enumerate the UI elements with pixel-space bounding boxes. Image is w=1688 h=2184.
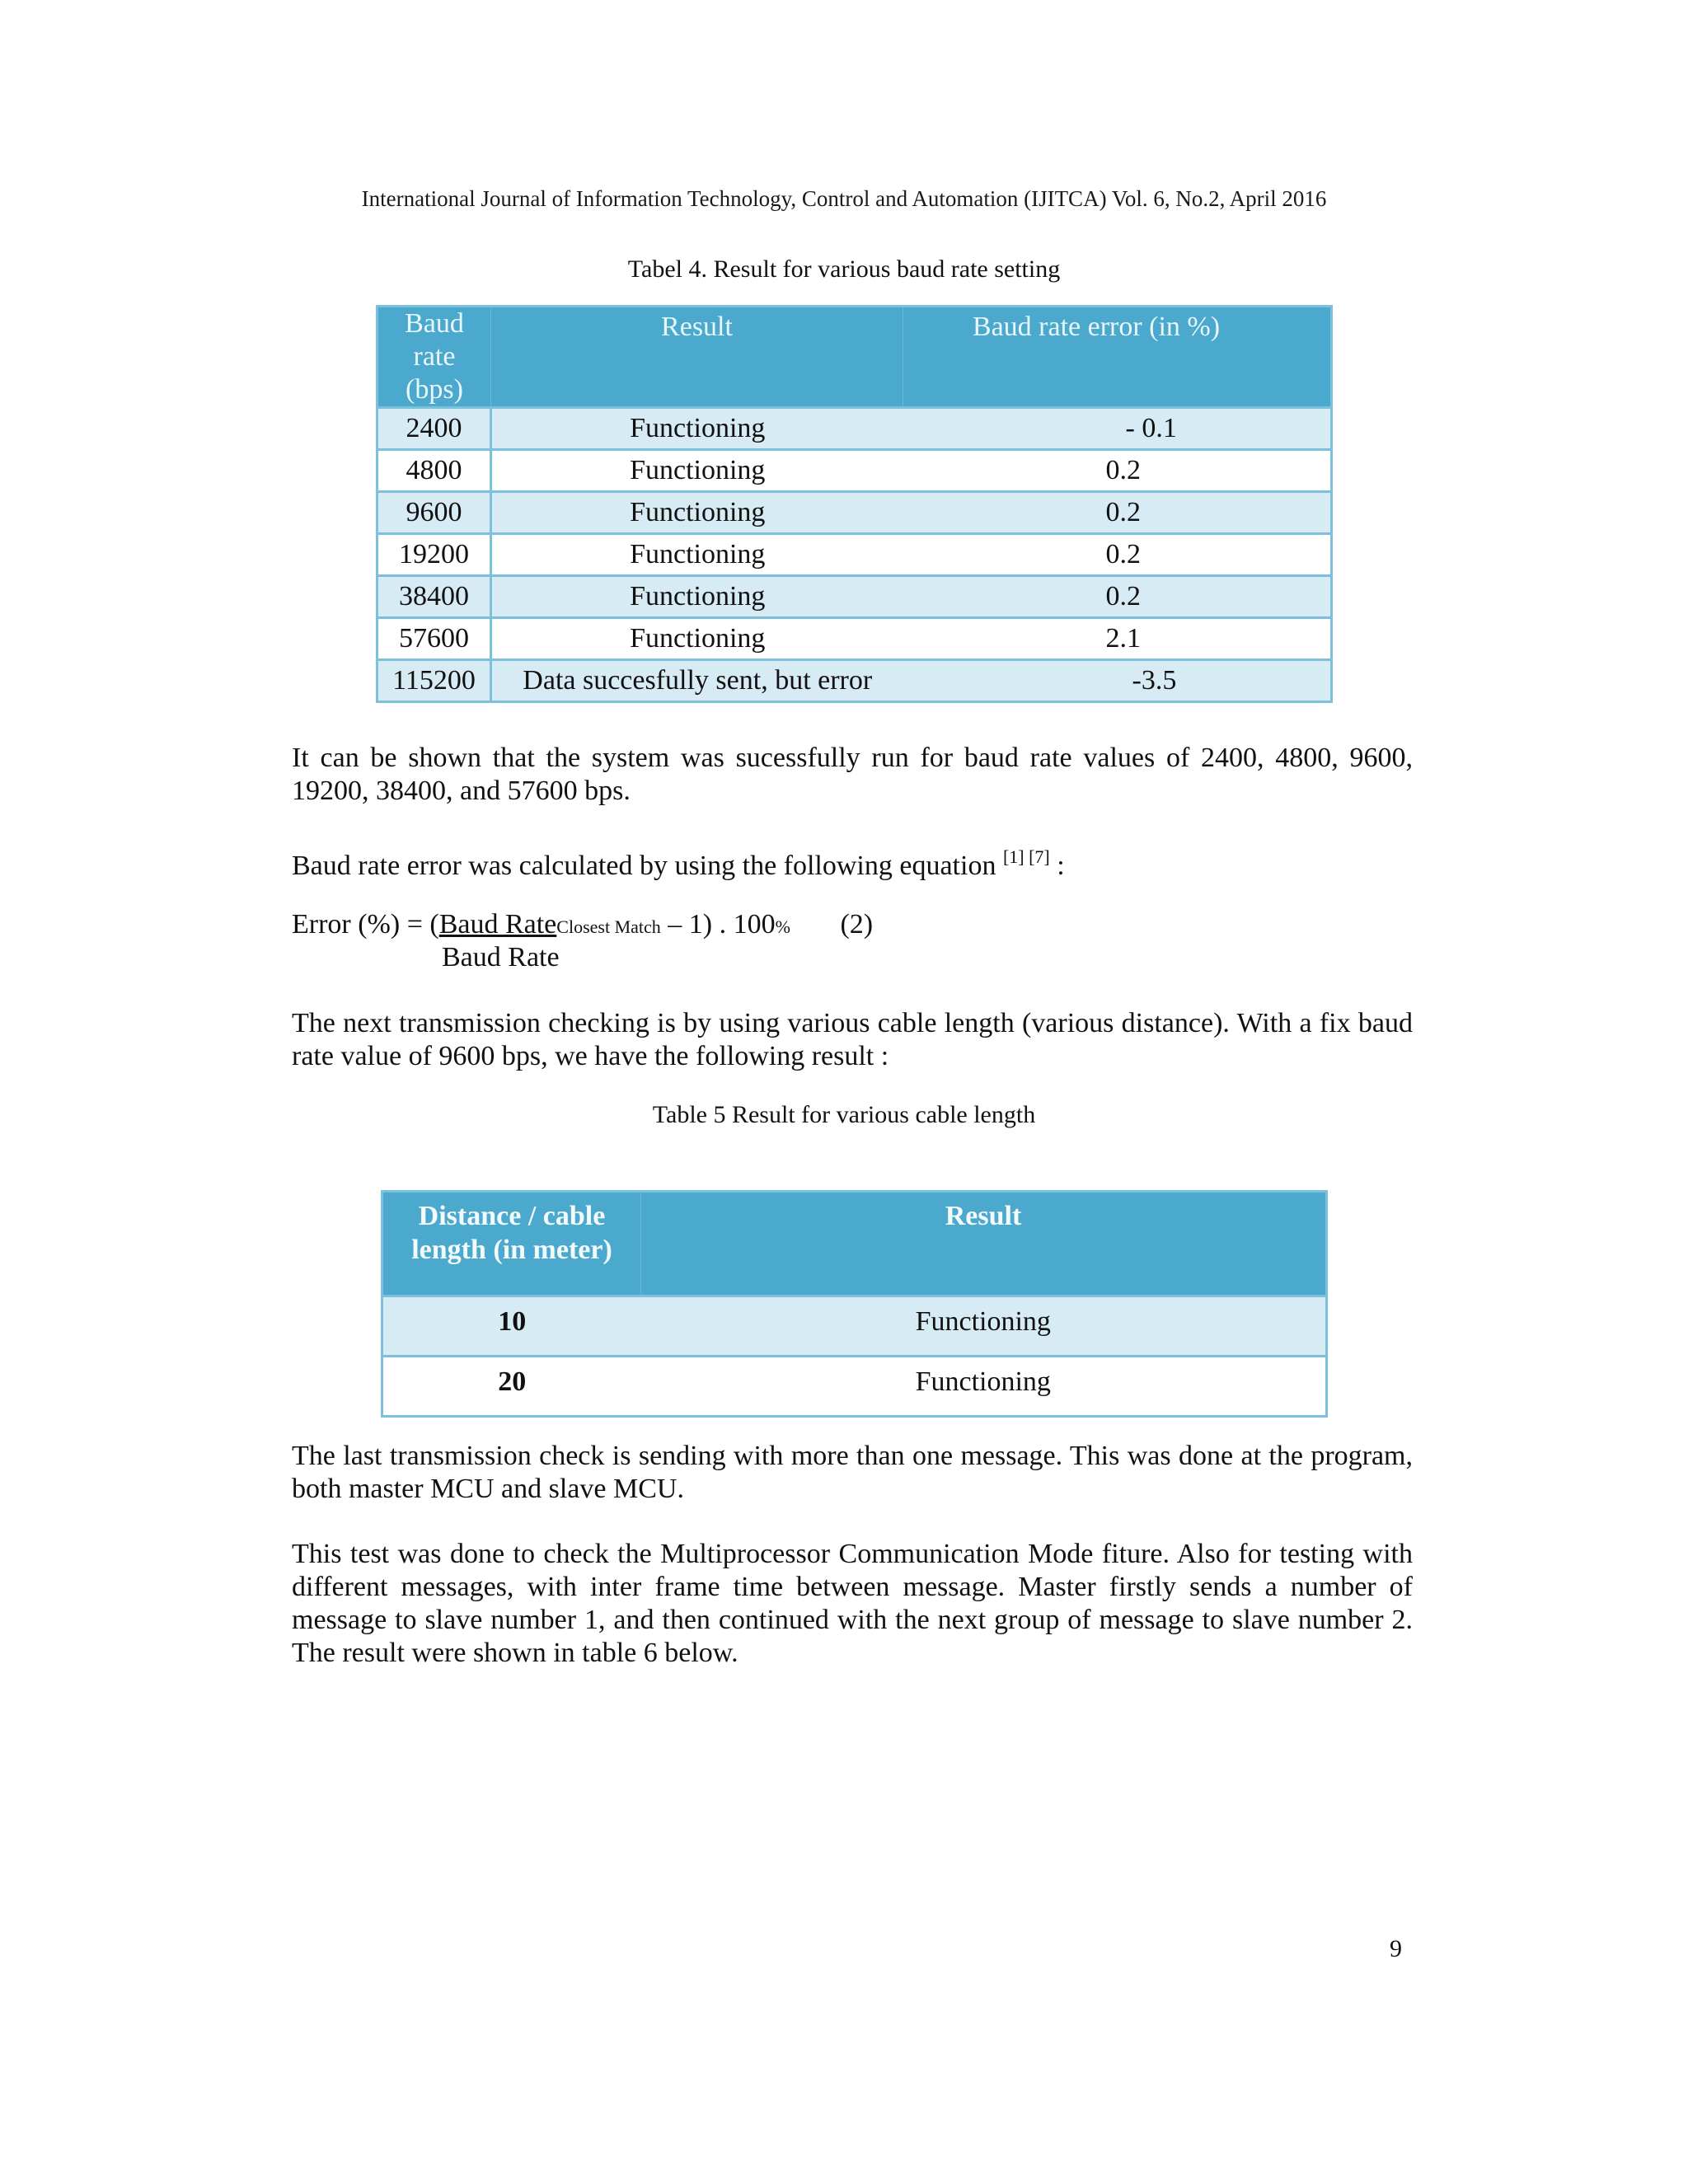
paragraph-cable-intro: The next transmission checking is by using various cable length (various distance). With a fix baud rate value of 9600 bps, we have the following result : xyxy=(292,1008,1413,1071)
result-cell: Functioning xyxy=(491,576,903,618)
paragraph-baud-results: It can be shown that the system was sucessfully run for baud rate values of 2400, 4800, 9600, 19200, 38400, and 57600 bps. xyxy=(292,743,1413,806)
equation-intro-text: Baud rate error was calculated by using the following equation xyxy=(292,851,996,881)
page-number: 9 xyxy=(1390,1935,1402,1962)
error-cell: -3.5 xyxy=(903,660,1332,702)
table-row xyxy=(377,492,1332,534)
baud-cell: 2400 xyxy=(377,408,491,450)
result-cell: Functioning xyxy=(641,1296,1327,1357)
result-cell: Functioning xyxy=(491,492,903,534)
equation-percent: % xyxy=(775,916,790,937)
equation-after: – 1) . 100 xyxy=(660,909,776,940)
error-cell: 0.2 xyxy=(903,450,1332,492)
table4-caption: Tabel 4. Result for various baud rate setting xyxy=(627,255,1061,283)
error-cell: 0.2 xyxy=(903,576,1332,618)
paragraph-multiprocessor: This test was done to check the Multiprocessor Communication Mode fiture. Also for testing with different messages, with inter frame time between message. Master firstly sends a number of message to slave number 1, and then continued with the next group of message to slave number 2. The result were shown in table 6 below. xyxy=(292,1539,1413,1668)
equation-intro-colon: : xyxy=(1049,851,1065,881)
header-result: Result xyxy=(491,307,903,408)
table-header-row xyxy=(377,307,1332,408)
header-baud-error: Baud rate error (in %) xyxy=(903,307,1332,408)
header-baud-rate: Baud rate (bps) xyxy=(377,307,491,408)
distance-cell: 20 xyxy=(382,1357,641,1417)
baud-cell: 115200 xyxy=(377,660,491,702)
baud-cell: 19200 xyxy=(377,534,491,576)
header-distance: Distance / cable length (in meter) xyxy=(382,1192,641,1296)
error-cell: 0.2 xyxy=(903,492,1332,534)
equation-numerator: Baud Rate xyxy=(438,909,557,940)
result-cell: Functioning xyxy=(491,450,903,492)
journal-header: International Journal of Information Technology, Control and Automation (IJITCA) Vol. 6, No.2, April 2016 xyxy=(361,186,1327,211)
error-cell: 2.1 xyxy=(903,618,1332,660)
equation-numerator-subscript: Closest Match xyxy=(556,916,661,937)
equation-denominator: Baud Rate xyxy=(442,942,560,972)
paragraph-multi-message: The last transmission check is sending with more than one message. This was done at the program, both master MCU and slave MCU. xyxy=(292,1441,1413,1504)
result-cell: Functioning xyxy=(491,534,903,576)
equation xyxy=(292,908,873,944)
paragraph-equation-intro xyxy=(292,841,1413,883)
result-cell: Functioning xyxy=(491,618,903,660)
equation-number: (2) xyxy=(840,909,874,940)
baud-rate-table xyxy=(376,305,1333,703)
table-row xyxy=(382,1296,1327,1357)
cable-length-table xyxy=(381,1190,1328,1418)
error-cell: 0.2 xyxy=(903,534,1332,576)
table-row xyxy=(377,534,1332,576)
table-row xyxy=(377,408,1332,450)
result-cell: Functioning xyxy=(641,1357,1327,1417)
baud-cell: 9600 xyxy=(377,492,491,534)
baud-cell: 57600 xyxy=(377,618,491,660)
table-row xyxy=(382,1357,1327,1417)
equation-lhs: Error (%) = ( xyxy=(292,909,439,940)
table-row xyxy=(377,576,1332,618)
table-row xyxy=(377,618,1332,660)
table5-caption: Table 5 Result for various cable length xyxy=(652,1101,1036,1128)
header-result: Result xyxy=(641,1192,1327,1296)
baud-cell: 4800 xyxy=(377,450,491,492)
table-row xyxy=(377,660,1332,702)
table-row xyxy=(377,450,1332,492)
distance-cell: 10 xyxy=(382,1296,641,1357)
error-cell: - 0.1 xyxy=(903,408,1332,450)
table-header-row xyxy=(382,1192,1327,1296)
result-cell: Data succesfully sent, but error xyxy=(491,660,903,702)
baud-cell: 38400 xyxy=(377,576,491,618)
result-cell: Functioning xyxy=(491,408,903,450)
citation-refs: [1] [7] xyxy=(1002,846,1050,867)
